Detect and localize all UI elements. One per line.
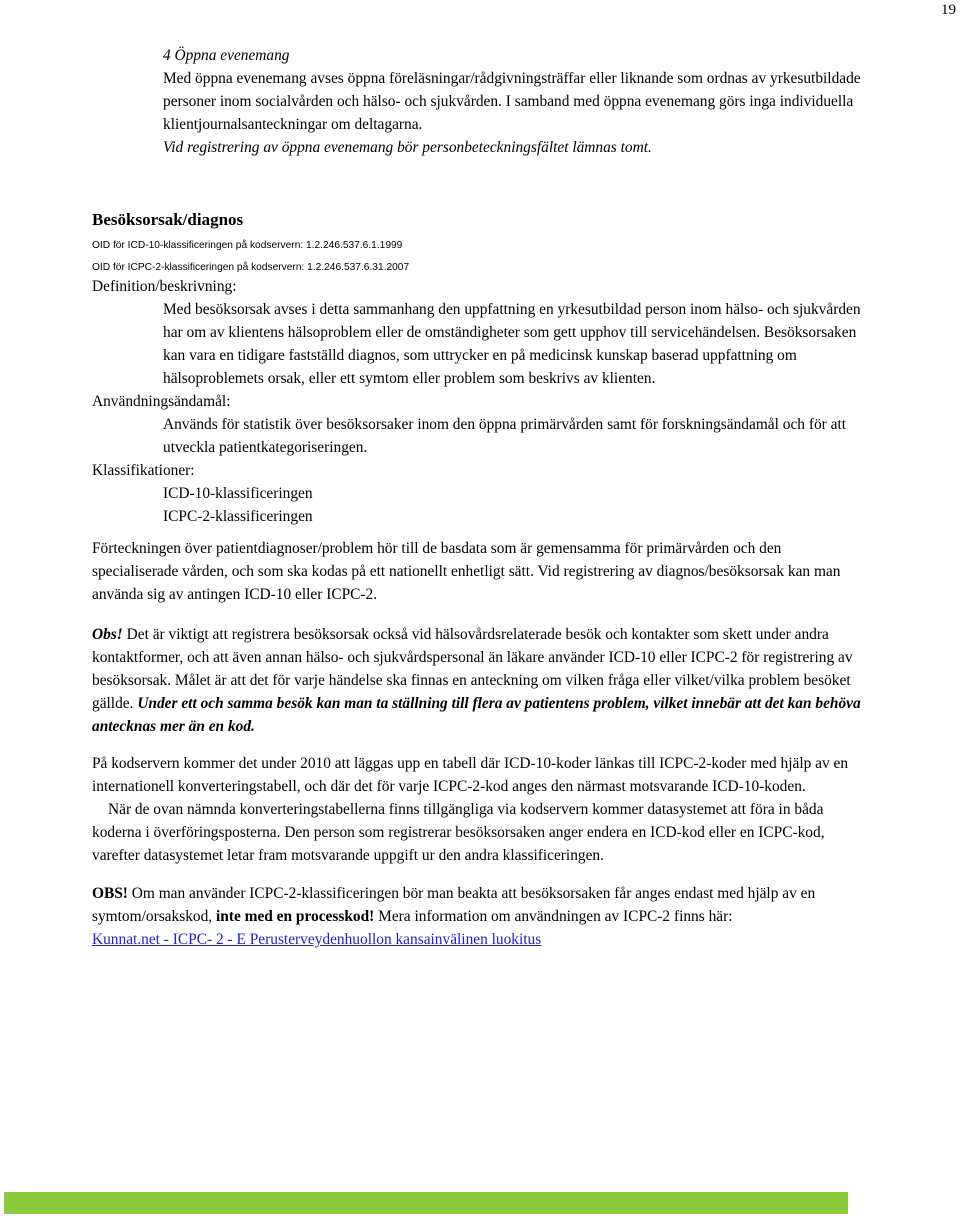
page-number: 19 (941, 2, 956, 18)
emphasis: Under ett och samma besök kan man ta ställning till flera av patientens problem, vilket innebär att det kan behöva (137, 695, 861, 712)
classifications-label: Klassifikationer: (92, 462, 195, 479)
open-events-section (92, 44, 960, 159)
icpc-link[interactable]: Kunnat.net - ICPC- 2 - E Perusterveydenhuollon kansainvälinen luokitus (92, 931, 542, 948)
visit-reason-section (92, 209, 954, 528)
kodserver-paragraph (92, 752, 954, 867)
usage-label: Användningsändamål: (92, 393, 231, 410)
note-line: Vid registrering av öppna evenemang bör personbeteckningsfältet lämnas tomt. (163, 139, 652, 156)
oid-icd: OID för ICD-10-klassificeringen på kodservern: 1.2.246.537.6.1.1999 (92, 240, 403, 251)
obs2-label: OBS! (92, 885, 128, 902)
text-line (92, 882, 954, 905)
text-line: utveckla patientkategoriseringen. (163, 439, 368, 456)
text-line: koderna i överföringsposterna. Den person som registrerar besöksorsaken anger endera en ICD-kod eller en ICPC-kod, (92, 824, 825, 841)
text-span: Det är viktigt att registrera besöksorsak också vid hälsovårdsrelaterade besök och kontakter som skett under andra (122, 626, 829, 643)
definition-text (92, 298, 954, 390)
text-line: På kodservern kommer det under 2010 att läggas upp en tabell där ICD-10-koder länkas till ICPC-2-koder med hjälp av en (92, 755, 849, 772)
obs-label: Obs! (92, 626, 123, 643)
emphasis-line: antecknas mer än en kod. (92, 718, 255, 735)
text-line: kan vara en tidigare fastställd diagnos, som uttrycker en på medicinsk kunskap baserad uppfattning om (163, 347, 797, 364)
list-item: ICPC-2-klassificeringen (163, 508, 313, 525)
classifications-list (92, 482, 954, 528)
text-line (92, 623, 954, 646)
text-line: specialiserade vården, och som ska kodas på ett nationellt enhetligt sätt. Vid registrering av diagnos/besöksorsak kan man (92, 563, 841, 580)
text-span: Om man använder ICPC-2-klassificeringen bör man beakta att besöksorsaken får anges endast med hjälp av en (127, 885, 816, 902)
text-line: internationell konverteringstabell, och där det för varje ICPC-2-kod anges den närmast motsvarande ICD-10-koden. (92, 778, 806, 795)
emphasis: inte med en processkod! (215, 908, 375, 925)
text-line: Används för statistik över besöksorsaker inom den öppna primärvården samt för forskningsändamål och för att (163, 416, 846, 433)
text-span: symtom/orsakskod, (92, 908, 216, 925)
list-item: ICD-10-klassificeringen (163, 485, 313, 502)
text-line: Förteckningen över patientdiagnoser/problem hör till de basdata som är gemensamma för primärvården och den (92, 540, 782, 557)
text-line: har om av klientens hälsoproblem eller de omständigheter som gett upphov till servicehändelsen. Besöksorsaken (163, 324, 857, 341)
text-line: använda sig av antingen ICD-10 eller ICPC-2. (92, 586, 378, 603)
obs2-paragraph (92, 882, 954, 951)
text-line: klientjournalsanteckningar om deltagarna. (163, 116, 423, 133)
text-line (92, 905, 954, 928)
footer-bar (4, 1192, 848, 1214)
list-paragraph (92, 537, 954, 606)
text-span: gällde. (92, 695, 138, 712)
text-line: besöksorsak. Målet är att det för varje händelse ska finnas en anteckning om vilken fråga eller vilket/vilka problem besöket (92, 672, 851, 689)
text-line: Med öppna evenemang avses öppna föreläsningar/rådgivningsträffar eller liknande som ordnas av yrkesutbildade (163, 70, 861, 87)
definition-label: Definition/beskrivning: (92, 278, 237, 295)
text-line: hälsoproblemets orsak, eller ett symtom eller problem som beskrivs av klienten. (163, 370, 656, 387)
usage-text (92, 413, 954, 459)
text-line: När de ovan nämnda konverteringstabellerna finns tillgängliga via kodservern kommer datasystemet att föra in båda (108, 801, 824, 818)
text-line: kontaktformer, och att även annan hälso- och sjukvårdspersonal än läkare använder ICD-10 eller ICPC-2 för registrering av (92, 649, 853, 666)
text-line (92, 928, 954, 951)
text-line: personer inom socialvården och hälso- och sjukvården. I samband med öppna evenemang görs inga individuella (163, 93, 854, 110)
text-line (92, 692, 954, 715)
oid-icpc: OID för ICPC-2-klassificeringen på kodservern: 1.2.246.537.6.31.2007 (92, 262, 410, 273)
text-span: Mera information om användningen av ICPC-2 finns här: (374, 908, 733, 925)
obs-paragraph (92, 623, 954, 738)
section-heading: Besöksorsak/diagnos (92, 210, 244, 229)
text-line: Med besöksorsak avses i detta sammanhang den uppfattning en yrkesutbildad person inom hälso- och sjukvården (163, 301, 861, 318)
text-line: varefter datasystemet letar fram motsvarande uppgift ur den andra klassificeringen. (92, 847, 604, 864)
section-title: 4 Öppna evenemang (163, 47, 290, 64)
